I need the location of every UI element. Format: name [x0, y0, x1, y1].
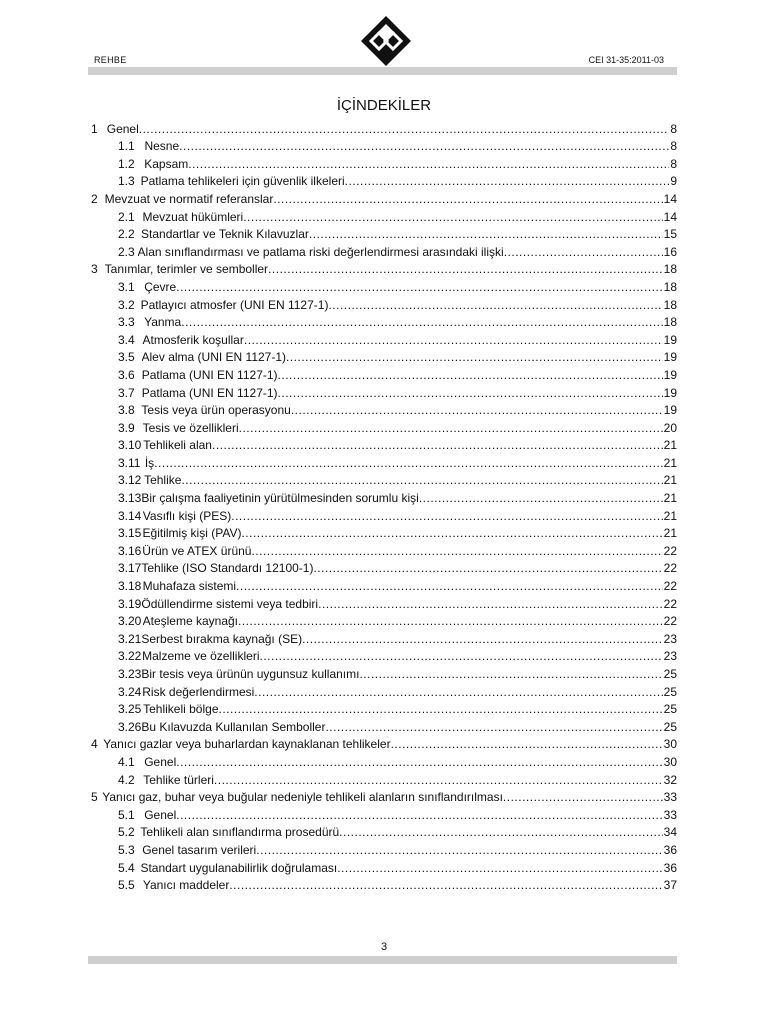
toc-entry-page: 14	[663, 191, 677, 206]
toc-entry-number: 5.4	[118, 860, 135, 875]
toc-entry[interactable]	[91, 188, 677, 206]
toc-entry-page: 33	[663, 790, 677, 805]
toc-entry-number: 5.2	[118, 825, 135, 840]
footer-rule	[88, 956, 677, 964]
toc-entry[interactable]	[91, 593, 677, 611]
toc-dot-leader	[345, 174, 670, 188]
toc-entry-page: 21	[663, 473, 677, 488]
toc-entry[interactable]	[91, 734, 677, 752]
toc-dot-leader	[419, 491, 663, 505]
toc-entry[interactable]	[91, 435, 677, 453]
toc-dot-leader	[309, 227, 663, 241]
toc-entry-number: 5.5	[118, 878, 135, 893]
toc-dot-leader	[313, 561, 662, 575]
toc-dot-leader	[268, 262, 663, 276]
toc-entry[interactable]	[91, 787, 677, 805]
toc-entry[interactable]	[91, 822, 677, 840]
toc-entry-page: 25	[663, 684, 677, 699]
toc-entry-title: Tehlikeli alan	[143, 438, 212, 453]
toc-dot-leader	[339, 825, 662, 839]
toc-entry-title: Yanıcı gazlar veya buharlardan kaynaklanan tehlikeler	[103, 737, 391, 752]
toc-entry-title: Tesis ve özellikleri	[142, 420, 239, 435]
toc-dot-leader	[238, 614, 663, 628]
toc-dot-leader	[337, 861, 662, 875]
toc-entry-page: 19	[663, 385, 677, 400]
toc-entry-number: 4	[91, 737, 98, 752]
toc-entry-title: Atmosferik koşullar	[142, 332, 244, 347]
toc-entry-number: 2	[91, 191, 98, 206]
toc-entry[interactable]	[91, 347, 677, 365]
toc-entry-title: Tehlikeli bölge	[143, 702, 219, 717]
toc-entry[interactable]	[91, 628, 677, 646]
toc-dot-leader	[291, 403, 663, 417]
toc-entry-number: 5	[91, 790, 98, 805]
toc-entry-title: Vasıflı kişi (PES)	[142, 508, 232, 523]
toc-entry-page: 22	[663, 543, 677, 558]
toc-entry-title: Tehlikeli alan sınıflandırma prosedürü	[140, 825, 340, 840]
toc-entry-number: 3.8	[118, 403, 135, 418]
toc-entry[interactable]	[91, 452, 677, 470]
toc-entry-title: Genel tasarım verileri	[142, 842, 257, 857]
toc-dot-leader	[243, 210, 662, 224]
toc-entry-page: 18	[663, 262, 677, 277]
toc-entry-number: 3.23	[118, 667, 142, 681]
toc-dot-leader	[302, 632, 663, 646]
toc-entry[interactable]	[91, 382, 677, 400]
toc-entry-number: 3.9	[118, 420, 135, 435]
toc-dot-leader	[231, 509, 662, 523]
toc-entry[interactable]	[91, 118, 677, 136]
toc-entry[interactable]	[91, 839, 677, 857]
toc-entry-page: 16	[663, 244, 677, 259]
toc-entry-title: Genel	[144, 754, 177, 769]
toc-entry[interactable]	[91, 505, 677, 523]
toc-entry-title: Tanımlar, terimler ve semboller	[104, 262, 269, 277]
toc-dot-leader	[286, 350, 663, 364]
toc-entry-number: 3.26	[118, 719, 142, 734]
toc-entry-title: Mevzuat ve normatif referanslar	[104, 191, 274, 206]
toc-entry-page: 22	[663, 614, 677, 629]
toc-dot-leader	[254, 685, 662, 699]
toc-dot-leader	[236, 579, 663, 593]
toc-dot-leader	[504, 245, 663, 259]
toc-dot-leader	[278, 386, 663, 400]
toc-entry-page: 19	[663, 332, 677, 347]
toc-dot-leader	[318, 597, 663, 611]
toc-entry-page: 15	[663, 227, 677, 242]
toc-entry-page: 18	[663, 315, 677, 330]
toc-entry[interactable]	[91, 681, 677, 699]
toc-entry[interactable]	[91, 417, 677, 435]
toc-dot-leader	[219, 702, 663, 716]
toc-entry-number: 1	[91, 121, 98, 136]
toc-entry[interactable]	[91, 400, 677, 418]
toc-entry-number: 3.18	[118, 579, 142, 594]
toc-entry-page: 30	[663, 737, 677, 752]
toc-entry[interactable]	[91, 523, 677, 541]
toc-entry-number: 3.21	[118, 631, 142, 646]
toc-entry-title: Standartlar ve Teknik Kılavuzlar	[141, 227, 309, 242]
toc-entry-page: 23	[663, 631, 677, 646]
toc-entry-title: Genel	[106, 121, 139, 136]
toc-entry-page: 30	[663, 754, 677, 769]
toc-entry[interactable]	[91, 699, 677, 717]
toc-entry-title: Tehlike (ISO Standardı 12100-1)	[141, 561, 314, 576]
toc-dot-leader	[239, 421, 663, 435]
toc-entry-page: 18	[663, 297, 677, 312]
cei-logo-icon	[359, 14, 413, 68]
toc-entry-number: 3	[91, 262, 98, 277]
toc-entry-page: 33	[663, 807, 677, 822]
toc-entry-number: 3.15	[118, 526, 142, 541]
toc-dot-leader	[229, 878, 662, 892]
toc-dot-leader	[176, 755, 662, 769]
toc-entry-number: 3.22	[118, 649, 142, 664]
toc-entry-number: 3.25	[118, 702, 142, 717]
toc-entry-title: Tehlike türleri	[143, 772, 214, 787]
toc-entry-title: Yanıcı gaz, buhar veya buğular nedeniyle tehlikeli alanların sınıflandırılması	[102, 790, 503, 805]
toc-dot-leader	[325, 720, 662, 734]
toc-dot-leader	[212, 438, 663, 452]
toc-entry-title: Standart uygulanabilirlik doğrulaması	[140, 860, 338, 875]
toc-entry[interactable]	[91, 364, 677, 382]
toc-entry[interactable]	[91, 646, 677, 664]
toc-entry[interactable]	[91, 804, 677, 822]
toc-dot-leader	[181, 473, 662, 487]
toc-entry-page: 37	[663, 878, 677, 893]
toc-entry-page: 19	[663, 350, 677, 365]
toc-entry-page: 8	[670, 121, 677, 136]
toc-entry-page: 22	[663, 561, 677, 576]
toc-entry-number: 3.7	[118, 385, 135, 400]
toc-entry[interactable]	[91, 663, 677, 681]
toc-dot-leader	[503, 790, 663, 804]
toc-entry-title: İş	[144, 455, 155, 470]
toc-entry-page: 32	[663, 772, 677, 787]
toc-entry-page: 25	[663, 702, 677, 717]
toc-entry-page: 23	[663, 649, 677, 664]
toc-entry-title: Yanıcı maddeler	[142, 878, 230, 893]
toc-entry-number: 3.13	[118, 491, 142, 506]
toc-entry-title: Bu Kılavuzda Kullanılan Semboller	[141, 719, 326, 734]
toc-entry-number: 3.1	[118, 279, 135, 294]
header-document-code: CEI 31-35:2011-03	[588, 55, 664, 65]
header-left-label: REHBE	[94, 55, 127, 65]
toc-dot-leader	[256, 843, 662, 857]
toc-entry[interactable]	[91, 769, 677, 787]
toc-entry-title: Tehlike	[144, 473, 182, 488]
toc-entry[interactable]	[91, 575, 677, 593]
toc-entry[interactable]	[91, 312, 677, 330]
toc-entry-number: 4.2	[118, 772, 135, 787]
toc-entry-number: 3.24	[118, 684, 142, 699]
toc-entry[interactable]	[91, 487, 677, 505]
toc-entry[interactable]	[91, 329, 677, 347]
toc-entry-page: 21	[663, 526, 677, 541]
toc-entry-title: Bir tesis veya ürünün uygunsuz kullanımı	[141, 667, 360, 681]
toc-dot-leader	[154, 456, 662, 470]
toc-entry-title: Ateşleme kaynağı	[142, 614, 239, 629]
toc-entry[interactable]	[91, 241, 677, 259]
toc-entry-title: Serbest bırakma kaynağı (SE)	[141, 631, 303, 646]
toc-entry-title: Çevre	[144, 279, 177, 294]
toc-entry[interactable]	[91, 875, 677, 893]
toc-entry-page: 21	[663, 438, 677, 453]
toc-entry-number: 2.3	[118, 244, 135, 259]
toc-entry-title: Alan sınıflandırması ve patlama riski değerlendirmesi arasındaki ilişki	[137, 244, 504, 259]
toc-entry-number: 2.1	[118, 209, 135, 224]
toc-dot-leader	[328, 298, 662, 312]
toc-dot-leader	[244, 333, 663, 347]
toc-entry-number: 3.5	[118, 350, 135, 365]
toc-entry-page: 34	[663, 825, 677, 840]
toc-entry[interactable]	[91, 611, 677, 629]
toc-entry-title: Patlayıcı atmosfer (UNI EN 1127-1)	[140, 297, 329, 312]
toc-entry[interactable]	[91, 751, 677, 769]
toc-entry-page: 21	[663, 455, 677, 470]
toc-entry[interactable]	[91, 540, 677, 558]
toc-entry-number: 3.11	[118, 455, 141, 470]
toc-entry-title: Eğitilmiş kişi (PAV)	[142, 526, 242, 541]
toc-entry-title: Tesis veya ürün operasyonu	[141, 403, 291, 418]
toc-dot-leader	[278, 368, 663, 382]
table-of-contents	[91, 118, 677, 892]
toc-dot-leader	[176, 280, 662, 294]
toc-entry-number: 1.1	[118, 139, 135, 154]
toc-entry-title: Patlama (UNI EN 1127-1)	[141, 367, 278, 382]
toc-entry-page: 20	[663, 420, 677, 435]
toc-entry-title: Bir çalışma faaliyetinin yürütülmesinden sorumlu kişi	[141, 491, 419, 506]
toc-entry-number: 5.3	[118, 842, 135, 857]
toc-entry-number: 3.10	[118, 438, 142, 453]
toc-entry-title: Ürün ve ATEX ürünü	[142, 543, 252, 558]
toc-entry-title: Malzeme ve özellikleri	[142, 649, 260, 664]
toc-entry-title: Risk değerlendirmesi	[142, 684, 255, 699]
toc-dot-leader	[181, 315, 662, 329]
toc-entry-title: Ödüllendirme sistemi veya tedbiri	[141, 596, 319, 611]
toc-dot-leader	[259, 649, 662, 663]
toc-entry-page: 19	[663, 367, 677, 382]
toc-entry-page: 19	[663, 403, 677, 418]
toc-entry-title: Yanma	[144, 315, 182, 330]
toc-entry-title: Muhafaza sistemi	[142, 579, 237, 594]
toc-entry[interactable]	[91, 716, 677, 734]
toc-entry-number: 3.17	[118, 561, 142, 576]
toc-entry-page: 14	[663, 209, 677, 224]
toc-dot-leader	[139, 122, 670, 136]
toc-dot-leader	[359, 667, 662, 681]
toc-entry-number: 3.2	[118, 297, 135, 312]
toc-entry-page: 8	[670, 139, 677, 154]
toc-entry-page: 25	[663, 719, 677, 734]
toc-entry-number: 3.19	[118, 596, 142, 611]
toc-entry-page: 21	[663, 491, 677, 506]
toc-entry-number: 3.16	[118, 543, 142, 558]
toc-entry[interactable]	[91, 171, 677, 189]
toc-entry[interactable]	[91, 470, 677, 488]
toc-entry-title: Nesne	[144, 139, 180, 154]
toc-dot-leader	[188, 157, 669, 171]
toc-dot-leader	[391, 737, 663, 751]
toc-entry-page: 36	[663, 842, 677, 857]
toc-entry-title: Alev alma (UNI EN 1127-1)	[141, 350, 287, 365]
toc-entry-number: 3.12	[118, 473, 142, 488]
toc-entry-page: 36	[663, 860, 677, 875]
toc-entry-page: 8	[670, 156, 677, 171]
toc-entry[interactable]	[91, 136, 677, 154]
toc-entry-page: 18	[663, 279, 677, 294]
toc-entry[interactable]	[91, 259, 677, 277]
toc-entry-number: 3.3	[118, 315, 135, 330]
toc-entry-number: 3.20	[118, 614, 142, 629]
toc-entry-number: 5.1	[118, 807, 135, 822]
toc-entry[interactable]	[91, 224, 677, 242]
page-title: İÇİNDEKİLER	[336, 97, 432, 114]
toc-entry-number: 1.2	[118, 156, 135, 171]
toc-entry-page: 25	[663, 667, 677, 681]
toc-entry-title: Kapsam	[144, 156, 189, 171]
toc-entry-page: 22	[663, 579, 677, 594]
toc-entry[interactable]	[91, 206, 677, 224]
toc-entry-title: Mevzuat hükümleri	[142, 209, 244, 224]
toc-dot-leader	[251, 544, 662, 558]
toc-entry-number: 3.6	[118, 367, 135, 382]
toc-entry-number: 2.2	[118, 227, 135, 242]
page-number: 3	[380, 941, 388, 953]
toc-entry-number: 3.14	[118, 508, 142, 523]
toc-dot-leader	[214, 773, 663, 787]
toc-entry-page: 22	[663, 596, 677, 611]
toc-dot-leader	[179, 139, 669, 153]
toc-entry-number: 1.3	[118, 174, 135, 189]
toc-entry-title: Patlama (UNI EN 1127-1)	[141, 385, 278, 400]
toc-entry-page: 21	[663, 508, 677, 523]
header-rule	[88, 67, 677, 75]
toc-entry[interactable]	[91, 153, 677, 171]
toc-entry[interactable]	[91, 857, 677, 875]
toc-entry-number: 4.1	[118, 754, 135, 769]
toc-entry[interactable]	[91, 276, 677, 294]
toc-entry[interactable]	[91, 558, 677, 576]
toc-entry[interactable]	[91, 294, 677, 312]
toc-entry-title: Patlama tehlikeleri için güvenlik ilkeleri	[140, 174, 345, 189]
toc-dot-leader	[176, 808, 662, 822]
toc-dot-leader	[241, 526, 662, 540]
toc-dot-leader	[273, 192, 662, 206]
toc-entry-number: 3.4	[118, 332, 135, 347]
toc-entry-title: Genel	[144, 807, 177, 822]
toc-entry-page: 9	[670, 174, 677, 189]
